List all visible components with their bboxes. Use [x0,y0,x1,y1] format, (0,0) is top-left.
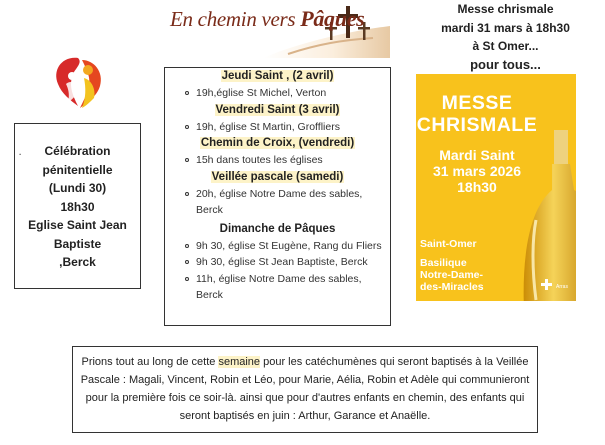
list-item: 19h,église St Michel, Verton [165,85,390,102]
diocese-label: Arras [556,284,568,290]
left-line-4: 18h30 [60,199,95,214]
poster-date: Mardi Saint 31 mars 2026 18h30 [433,147,521,195]
left-line-1: Célébration [44,144,111,159]
list-item: 19h, église St Martin, Groffliers [165,119,390,136]
banner-en-chemin-vers-paques [168,2,390,58]
heading-dimanche-de-paques: Dimanche de Pâques [219,222,336,235]
heading-vendredi-saint: Vendredi Saint (3 avril) [215,103,340,116]
parish-logo [48,50,110,112]
left-line-5: Eglise Saint Jean [28,218,127,233]
highlighted-word: semaine [218,356,261,368]
announcement-line-3: à St Omer... [472,39,539,53]
stray-dot: . [19,148,22,157]
chrism-mass-announcement [408,0,603,74]
banner-title: En chemin vers Pâques [170,6,365,31]
chrism-mass-poster [416,74,576,301]
prayer-text-rest: pour les catéchumènes qui seront baptisés à la Veillée Pascale : Magali, Vincent, Robin et Léo, pour Marie, Aélia, Robin et Adèle qui communieront pour la première fois ce soir-là. ainsi que pour d'autres enfants en chemin, des enfants qui seront baptisés en juin : Arthur, Garance et Anaëlle. [80,356,530,422]
list-item: 15h dans toutes les églises [165,152,390,169]
penitential-celebration-box [14,123,141,289]
heading-veillee-pascale: Veillée pascale (samedi) [211,170,344,183]
list-item: 11h, église Notre Dame des sables, Berck [165,271,390,304]
list-item: 9h 30, église St Jean Baptiste, Berck [165,254,390,271]
announcement-line-2: mardi 31 mars à 18h30 [441,20,570,35]
heading-jeudi-saint: Jeudi Saint , (2 avril) [221,70,334,82]
diocese-cross-icon [540,278,553,291]
poster-title: MESSE CHRISMALE [416,92,538,136]
left-line-2: pénitentielle [42,162,113,177]
announcement-line-1: Messe chrismale [457,2,554,16]
left-line-7: ,Berck [59,255,96,270]
announcement-line-4: pour tous... [470,56,541,72]
prayer-text-start: Prions tout au long de cette [81,356,219,368]
heading-chemin-de-croix: Chemin de Croix, (vendredi) [200,137,355,149]
list-item: 9h 30, église St Eugène, Rang du Fliers [165,238,390,255]
left-line-3: (Lundi 30) [48,181,107,196]
holy-week-schedule-box [164,67,391,326]
list-item: 20h, église Notre Dame des sables, Berck [165,186,390,219]
poster-location: Saint-Omer Basilique Notre-Dame- des-Miracles [420,238,484,293]
prayer-intention-box [72,346,538,433]
left-line-6: Baptiste [53,236,102,251]
